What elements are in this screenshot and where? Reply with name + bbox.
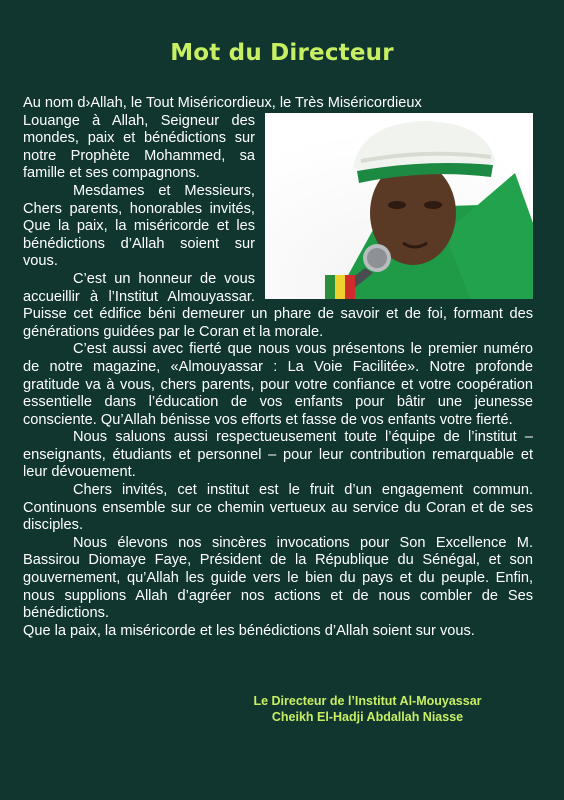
signature-block (0, 693, 564, 725)
paragraph-team: Nous saluons aussi respectueusement toute l’équipe de l’institut – enseignants, étudiants et personnel – pour leur contribution remarquable et leur dévouement. (23, 429, 533, 481)
opening-line: Au nom d›Allah, le Tout Miséricordieux, le Très Miséricordieux (23, 95, 422, 111)
paragraph-praise: Louange à Allah, Seigneur des mondes, paix et bénédictions sur notre Prophète Mohammed, sa famille et ses compagnons. (23, 112, 255, 182)
closing-line: Que la paix, la miséricorde et les bénédictions d’Allah soient sur vous. (23, 622, 475, 639)
signature-name: Cheikh El-Hadji Abdallah Niasse (271, 710, 464, 724)
letter-body (23, 95, 533, 640)
paragraph-invocations: Nous élevons nos sincères invocations pour Son Excellence M. Bassirou Diomaye Faye, Président de la République du Sénégal, et son gouvernement, qu’Allah les guide vers le bien du pays et du peuple. Enfin, nous supplions Allah d’agréer nos actions et de nous combler de Ses bénédictions. (23, 534, 533, 622)
paragraph-guests: Chers invités, cet institut est le fruit d’un engagement commun. Continuons ensemble sur ce chemin vertueux au service du Coran et de ses disciples. (23, 482, 533, 534)
director-photo (265, 113, 533, 299)
signature-role: Le Directeur de l’Institut Al-Mouyassar (253, 694, 482, 708)
page-title: Mot du Directeur (170, 40, 394, 66)
paragraph-welcome: C’est un honneur de vous accueillir à l’Institut Almouyassar. Puisse cet édifice béni demeurer un phare de savoir et de foi, formant des générations guidées par le Coran et la morale. (23, 270, 533, 340)
paragraph-magazine: C’est aussi avec fierté que nous vous présentons le premier numéro de notre magazine, «Almouyassar : La Voie Facilitée». Notre profonde gratitude va à vous, chers parents, pour votre confiance et votre coopération essentielle dans l’éducation de vos enfants pour bâtir une jeunesse consciente. Qu’Allah bénisse vos efforts et fasse de vos enfants votre fierté. (23, 341, 533, 428)
paragraph-greeting: Mesdames et Messieurs, Chers parents, honorables invités, Que la paix, la miséricorde et les bénédictions d’Allah soient sur vous. (23, 182, 255, 270)
